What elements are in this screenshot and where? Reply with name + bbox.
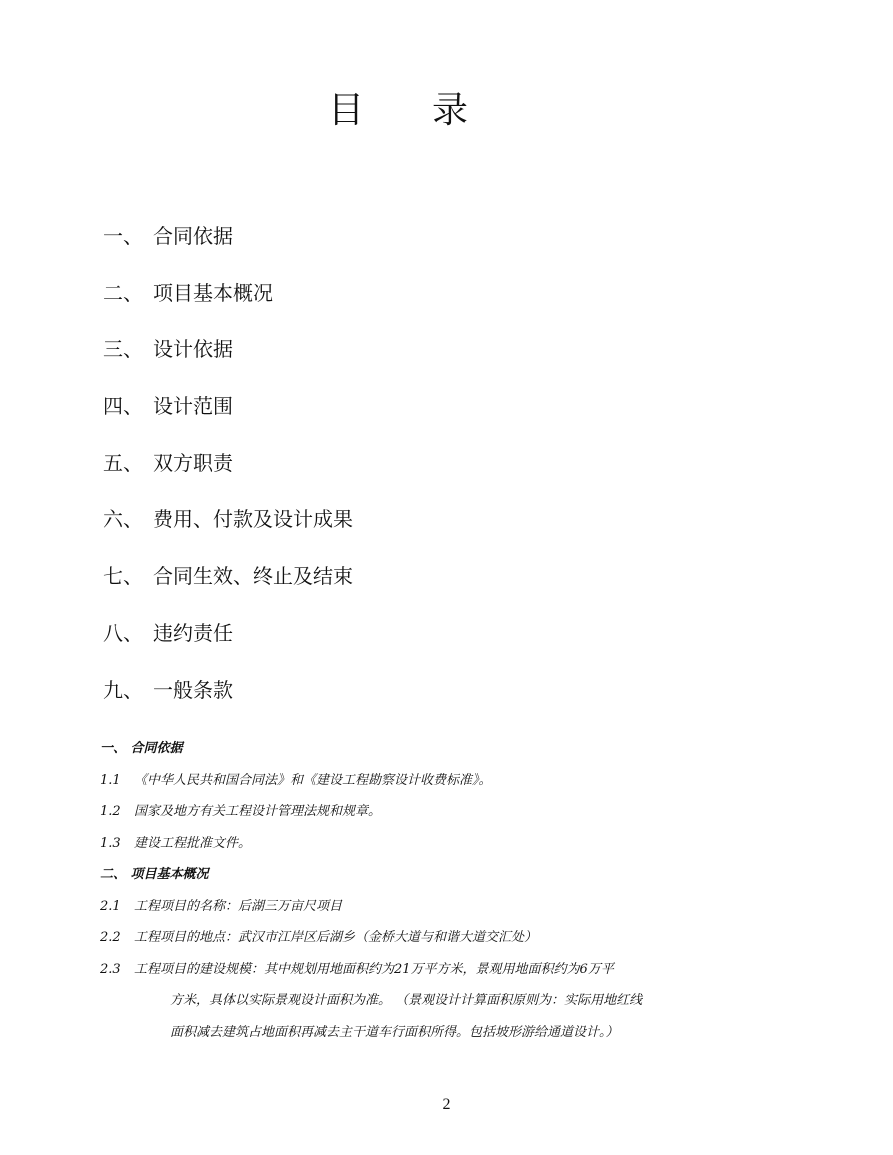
page-number: 2: [442, 1096, 451, 1113]
toc-item-label: 双方职责: [153, 450, 233, 475]
toc-item-label: 违约责任: [153, 620, 233, 645]
toc-item-label: 费用、付款及设计成果: [153, 507, 353, 532]
clause-1-1: 1.1 《中华人民共和国合同法》和《建设工程勘察设计收费标准》。: [100, 772, 492, 788]
section-2-heading: 二、 项目基本概况: [100, 867, 209, 882]
toc-item-9[interactable]: 九、 一般条款: [103, 677, 233, 702]
toc-item-label: 一般条款: [153, 677, 233, 702]
toc-item-6[interactable]: 六、 费用、付款及设计成果: [103, 507, 353, 532]
toc-item-label: 项目基本概况: [153, 280, 273, 305]
toc-item-7[interactable]: 七、 合同生效、终止及结束: [103, 564, 353, 589]
title-char-2: 录: [432, 90, 469, 131]
toc-item-3[interactable]: 三、 设计依据: [103, 337, 233, 362]
table-of-contents: [103, 216, 803, 726]
toc-item-label: 合同依据: [153, 224, 233, 248]
clause-2-3: 2.3 工程项目的建设规模：其中规划用地面积约为21万平方米，景观用地面积约为6万平: [100, 961, 614, 977]
title-char-1: 目: [328, 90, 365, 131]
toc-item-1[interactable]: 一、 合同依据: [103, 224, 233, 248]
toc-item-8[interactable]: 八、 违约责任: [103, 620, 233, 645]
section-1-heading: 一、 合同依据: [100, 741, 183, 756]
toc-item-2[interactable]: 二、 项目基本概况: [103, 280, 273, 305]
clause-1-3: 1.3 建设工程批准文件。: [100, 835, 252, 851]
toc-item-5[interactable]: 五、 双方职责: [103, 450, 233, 475]
contract-body: [100, 737, 820, 1052]
clause-2-1: 2.1 工程项目的名称：后湖三万亩尺项目: [100, 898, 343, 914]
toc-item-4[interactable]: 四、 设计范围: [103, 394, 233, 419]
toc-item-label: 设计依据: [153, 337, 233, 362]
clause-1-2: 1.2 国家及地方有关工程设计管理法规和规章。: [100, 804, 382, 819]
toc-item-label: 合同生效、终止及结束: [153, 564, 353, 589]
toc-item-label: 设计范围: [153, 394, 233, 419]
clause-2-3-continued: 方米，具体以实际景观设计面积为准。 （景观设计计算面积原则为：实际用地红线: [170, 993, 643, 1008]
clause-2-2: 2.2 工程项目的地点：武汉市江岸区后湖乡（金桥大道与和谐大道交汇处）: [100, 930, 538, 945]
clause-2-3-continued: 面积减去建筑占地面积再减去主干道车行面积所得。包括坡形游给通道设计。）: [170, 1024, 619, 1040]
